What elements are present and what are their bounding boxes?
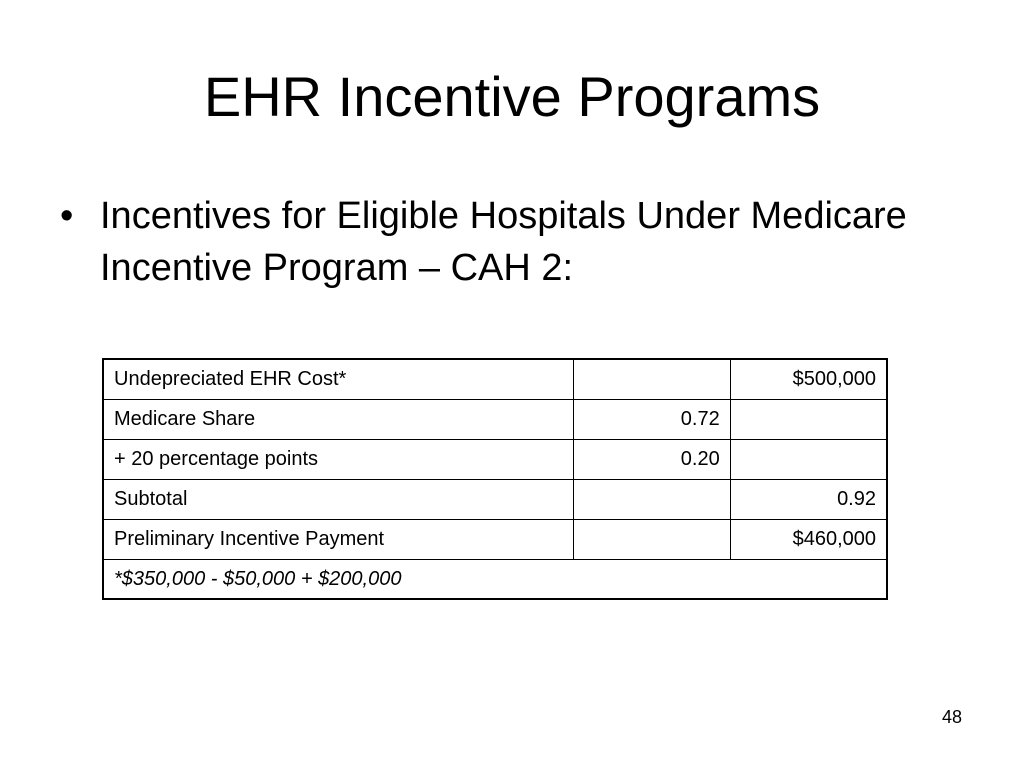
row-amount [730, 399, 887, 439]
incentive-calculation-table [102, 358, 888, 600]
row-rate [574, 519, 731, 559]
slide-title: EHR Incentive Programs [203, 65, 821, 128]
row-amount: $500,000 [730, 359, 887, 399]
row-rate: 0.20 [574, 439, 731, 479]
row-label: Subtotal [103, 479, 574, 519]
table-row [103, 439, 887, 479]
table-row [103, 519, 887, 559]
row-rate [574, 479, 731, 519]
row-amount: 0.92 [730, 479, 887, 519]
table-row [103, 399, 887, 439]
row-amount: $460,000 [730, 519, 887, 559]
table-footnote-row [103, 559, 887, 599]
row-rate [574, 359, 731, 399]
row-label: Undepreciated EHR Cost* [103, 359, 574, 399]
table-row [103, 359, 887, 399]
row-amount [730, 439, 887, 479]
table-row [103, 479, 887, 519]
page-number: 48 [941, 707, 962, 727]
bullet-icon: • [60, 195, 74, 237]
row-label: + 20 percentage points [103, 439, 574, 479]
row-rate: 0.72 [574, 399, 731, 439]
row-label: Preliminary Incentive Payment [103, 519, 574, 559]
table-footnote: *$350,000 - $50,000 + $200,000 [103, 559, 887, 599]
row-label: Medicare Share [103, 399, 574, 439]
bullet-text: Incentives for Eligible Hospitals Under Medicare Incentive Program – CAH 2: [100, 195, 907, 289]
